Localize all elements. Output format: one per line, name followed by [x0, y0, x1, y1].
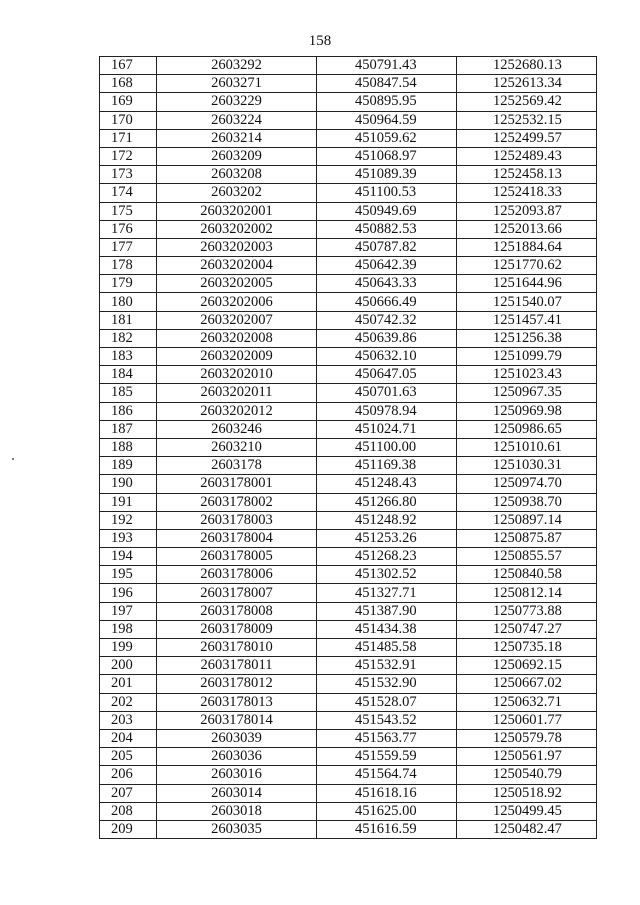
- x-coordinate-cell: 450949.69: [317, 202, 457, 220]
- row-number-cell: 201: [100, 675, 157, 693]
- y-coordinate-cell: 1251023.43: [457, 366, 597, 384]
- point-id-cell: 2603178008: [157, 602, 317, 620]
- point-id-cell: 2603018: [157, 802, 317, 820]
- x-coordinate-cell: 451559.59: [317, 748, 457, 766]
- row-number-cell: 179: [100, 275, 157, 293]
- y-coordinate-cell: 1250986.65: [457, 420, 597, 438]
- point-id-cell: 2603202006: [157, 293, 317, 311]
- y-coordinate-cell: 1251010.61: [457, 438, 597, 456]
- point-id-cell: 2603202011: [157, 384, 317, 402]
- point-id-cell: 2603014: [157, 784, 317, 802]
- point-id-cell: 2603178002: [157, 493, 317, 511]
- table-row: [100, 57, 597, 75]
- y-coordinate-cell: 1251030.31: [457, 457, 597, 475]
- y-coordinate-cell: 1252418.33: [457, 184, 597, 202]
- x-coordinate-cell: 450964.59: [317, 111, 457, 129]
- row-number-cell: 203: [100, 711, 157, 729]
- point-id-cell: 2603016: [157, 766, 317, 784]
- point-id-cell: 2603036: [157, 748, 317, 766]
- table-row: [100, 657, 597, 675]
- table-row: [100, 475, 597, 493]
- point-id-cell: 2603178011: [157, 657, 317, 675]
- x-coordinate-cell: 450787.82: [317, 238, 457, 256]
- row-number-cell: 172: [100, 147, 157, 165]
- y-coordinate-cell: 1251256.38: [457, 329, 597, 347]
- point-id-cell: 2603271: [157, 75, 317, 93]
- row-number-cell: 178: [100, 257, 157, 275]
- row-number-cell: 177: [100, 238, 157, 256]
- x-coordinate-cell: 451248.43: [317, 475, 457, 493]
- y-coordinate-cell: 1252499.57: [457, 129, 597, 147]
- y-coordinate-cell: 1250875.87: [457, 529, 597, 547]
- row-number-cell: 189: [100, 457, 157, 475]
- table-row: [100, 566, 597, 584]
- y-coordinate-cell: 1250692.15: [457, 657, 597, 675]
- table-row: [100, 420, 597, 438]
- table-row: [100, 166, 597, 184]
- y-coordinate-cell: 1250773.88: [457, 602, 597, 620]
- x-coordinate-cell: 451434.38: [317, 620, 457, 638]
- x-coordinate-cell: 450978.94: [317, 402, 457, 420]
- row-number-cell: 205: [100, 748, 157, 766]
- table-row: [100, 438, 597, 456]
- y-coordinate-cell: 1250667.02: [457, 675, 597, 693]
- row-number-cell: 182: [100, 329, 157, 347]
- y-coordinate-cell: 1251644.96: [457, 275, 597, 293]
- y-coordinate-cell: 1250601.77: [457, 711, 597, 729]
- table-row: [100, 584, 597, 602]
- y-coordinate-cell: 1250840.58: [457, 566, 597, 584]
- row-number-cell: 207: [100, 784, 157, 802]
- y-coordinate-cell: 1250855.57: [457, 548, 597, 566]
- row-number-cell: 191: [100, 493, 157, 511]
- x-coordinate-cell: 451387.90: [317, 602, 457, 620]
- y-coordinate-cell: 1252569.42: [457, 93, 597, 111]
- x-coordinate-cell: 451100.00: [317, 438, 457, 456]
- x-coordinate-cell: 451253.26: [317, 529, 457, 547]
- point-id-cell: 2603292: [157, 57, 317, 75]
- row-number-cell: 176: [100, 220, 157, 238]
- row-number-cell: 174: [100, 184, 157, 202]
- y-coordinate-cell: 1251099.79: [457, 348, 597, 366]
- y-coordinate-cell: 1252532.15: [457, 111, 597, 129]
- point-id-cell: 2603202003: [157, 238, 317, 256]
- row-number-cell: 197: [100, 602, 157, 620]
- point-id-cell: 2603039: [157, 729, 317, 747]
- point-id-cell: 2603178010: [157, 639, 317, 657]
- point-id-cell: 2603035: [157, 820, 317, 838]
- point-id-cell: 2603202008: [157, 329, 317, 347]
- y-coordinate-cell: 1250632.71: [457, 693, 597, 711]
- point-id-cell: 2603210: [157, 438, 317, 456]
- table-row: [100, 457, 597, 475]
- y-coordinate-cell: 1250735.18: [457, 639, 597, 657]
- point-id-cell: 2603202007: [157, 311, 317, 329]
- point-id-cell: 2603178009: [157, 620, 317, 638]
- y-coordinate-cell: 1250969.98: [457, 402, 597, 420]
- y-coordinate-cell: 1250499.45: [457, 802, 597, 820]
- x-coordinate-cell: 451528.07: [317, 693, 457, 711]
- point-id-cell: 2603229: [157, 93, 317, 111]
- coordinates-table-body: [100, 57, 597, 839]
- y-coordinate-cell: 1250938.70: [457, 493, 597, 511]
- row-number-cell: 173: [100, 166, 157, 184]
- x-coordinate-cell: 451327.71: [317, 584, 457, 602]
- table-row: [100, 748, 597, 766]
- table-row: [100, 729, 597, 747]
- table-row: [100, 493, 597, 511]
- x-coordinate-cell: 451268.23: [317, 548, 457, 566]
- x-coordinate-cell: 451485.58: [317, 639, 457, 657]
- point-id-cell: 2603224: [157, 111, 317, 129]
- point-id-cell: 2603178006: [157, 566, 317, 584]
- row-number-cell: 187: [100, 420, 157, 438]
- point-id-cell: 2603202004: [157, 257, 317, 275]
- row-number-cell: 192: [100, 511, 157, 529]
- x-coordinate-cell: 451089.39: [317, 166, 457, 184]
- row-number-cell: 198: [100, 620, 157, 638]
- table-row: [100, 293, 597, 311]
- x-coordinate-cell: 451532.90: [317, 675, 457, 693]
- table-row: [100, 238, 597, 256]
- y-coordinate-cell: 1252458.13: [457, 166, 597, 184]
- x-coordinate-cell: 450639.86: [317, 329, 457, 347]
- y-coordinate-cell: 1251770.62: [457, 257, 597, 275]
- y-coordinate-cell: 1250897.14: [457, 511, 597, 529]
- x-coordinate-cell: 451100.53: [317, 184, 457, 202]
- table-row: [100, 111, 597, 129]
- row-number-cell: 209: [100, 820, 157, 838]
- y-coordinate-cell: 1250967.35: [457, 384, 597, 402]
- y-coordinate-cell: 1252613.34: [457, 75, 597, 93]
- x-coordinate-cell: 451564.74: [317, 766, 457, 784]
- point-id-cell: 2603178: [157, 457, 317, 475]
- table-row: [100, 802, 597, 820]
- row-number-cell: 186: [100, 402, 157, 420]
- x-coordinate-cell: 450895.95: [317, 93, 457, 111]
- x-coordinate-cell: 450647.05: [317, 366, 457, 384]
- x-coordinate-cell: 450642.39: [317, 257, 457, 275]
- point-id-cell: 2603214: [157, 129, 317, 147]
- page-number: 158: [308, 33, 332, 49]
- y-coordinate-cell: 1250974.70: [457, 475, 597, 493]
- table-row: [100, 348, 597, 366]
- x-coordinate-cell: 451068.97: [317, 147, 457, 165]
- row-number-cell: 206: [100, 766, 157, 784]
- table-row: [100, 511, 597, 529]
- row-number-cell: 169: [100, 93, 157, 111]
- x-coordinate-cell: 451616.59: [317, 820, 457, 838]
- table-row: [100, 184, 597, 202]
- y-coordinate-cell: 1250747.27: [457, 620, 597, 638]
- y-coordinate-cell: 1250812.14: [457, 584, 597, 602]
- row-number-cell: 167: [100, 57, 157, 75]
- x-coordinate-cell: 450882.53: [317, 220, 457, 238]
- x-coordinate-cell: 451302.52: [317, 566, 457, 584]
- row-number-cell: 195: [100, 566, 157, 584]
- row-number-cell: 180: [100, 293, 157, 311]
- x-coordinate-cell: 450632.10: [317, 348, 457, 366]
- table-row: [100, 129, 597, 147]
- row-number-cell: 185: [100, 384, 157, 402]
- y-coordinate-cell: 1252093.87: [457, 202, 597, 220]
- point-id-cell: 2603202001: [157, 202, 317, 220]
- row-number-cell: 208: [100, 802, 157, 820]
- x-coordinate-cell: 450666.49: [317, 293, 457, 311]
- table-row: [100, 639, 597, 657]
- scan-speck: [12, 458, 14, 460]
- point-id-cell: 2603246: [157, 420, 317, 438]
- row-number-cell: 204: [100, 729, 157, 747]
- point-id-cell: 2603202005: [157, 275, 317, 293]
- x-coordinate-cell: 451532.91: [317, 657, 457, 675]
- y-coordinate-cell: 1251884.64: [457, 238, 597, 256]
- row-number-cell: 199: [100, 639, 157, 657]
- point-id-cell: 2603178005: [157, 548, 317, 566]
- row-number-cell: 170: [100, 111, 157, 129]
- x-coordinate-cell: 451625.00: [317, 802, 457, 820]
- x-coordinate-cell: 451563.77: [317, 729, 457, 747]
- table-row: [100, 311, 597, 329]
- y-coordinate-cell: 1252013.66: [457, 220, 597, 238]
- point-id-cell: 2603202009: [157, 348, 317, 366]
- table-row: [100, 366, 597, 384]
- coordinates-table: [99, 56, 597, 839]
- table-row: [100, 529, 597, 547]
- y-coordinate-cell: 1251540.07: [457, 293, 597, 311]
- point-id-cell: 2603178001: [157, 475, 317, 493]
- row-number-cell: 181: [100, 311, 157, 329]
- table-row: [100, 402, 597, 420]
- table-row: [100, 275, 597, 293]
- x-coordinate-cell: 450701.63: [317, 384, 457, 402]
- point-id-cell: 2603178012: [157, 675, 317, 693]
- point-id-cell: 2603178007: [157, 584, 317, 602]
- table-row: [100, 93, 597, 111]
- row-number-cell: 188: [100, 438, 157, 456]
- table-row: [100, 75, 597, 93]
- y-coordinate-cell: 1252489.43: [457, 147, 597, 165]
- point-id-cell: 2603202002: [157, 220, 317, 238]
- table-row: [100, 384, 597, 402]
- row-number-cell: 175: [100, 202, 157, 220]
- row-number-cell: 202: [100, 693, 157, 711]
- row-number-cell: 196: [100, 584, 157, 602]
- point-id-cell: 2603178003: [157, 511, 317, 529]
- point-id-cell: 2603202010: [157, 366, 317, 384]
- y-coordinate-cell: 1252680.13: [457, 57, 597, 75]
- x-coordinate-cell: 451266.80: [317, 493, 457, 511]
- table-row: [100, 766, 597, 784]
- table-row: [100, 711, 597, 729]
- point-id-cell: 2603178014: [157, 711, 317, 729]
- row-number-cell: 200: [100, 657, 157, 675]
- row-number-cell: 184: [100, 366, 157, 384]
- y-coordinate-cell: 1250482.47: [457, 820, 597, 838]
- row-number-cell: 171: [100, 129, 157, 147]
- table-row: [100, 620, 597, 638]
- x-coordinate-cell: 451543.52: [317, 711, 457, 729]
- y-coordinate-cell: 1250518.92: [457, 784, 597, 802]
- table-row: [100, 202, 597, 220]
- y-coordinate-cell: 1250579.78: [457, 729, 597, 747]
- row-number-cell: 190: [100, 475, 157, 493]
- x-coordinate-cell: 451059.62: [317, 129, 457, 147]
- row-number-cell: 168: [100, 75, 157, 93]
- y-coordinate-cell: 1250540.79: [457, 766, 597, 784]
- x-coordinate-cell: 450742.32: [317, 311, 457, 329]
- row-number-cell: 194: [100, 548, 157, 566]
- row-number-cell: 183: [100, 348, 157, 366]
- point-id-cell: 2603178013: [157, 693, 317, 711]
- x-coordinate-cell: 451024.71: [317, 420, 457, 438]
- point-id-cell: 2603209: [157, 147, 317, 165]
- table-row: [100, 784, 597, 802]
- x-coordinate-cell: 450791.43: [317, 57, 457, 75]
- table-row: [100, 257, 597, 275]
- table-row: [100, 548, 597, 566]
- point-id-cell: 2603208: [157, 166, 317, 184]
- table-row: [100, 820, 597, 838]
- point-id-cell: 2603202: [157, 184, 317, 202]
- x-coordinate-cell: 451618.16: [317, 784, 457, 802]
- table-row: [100, 602, 597, 620]
- point-id-cell: 2603178004: [157, 529, 317, 547]
- y-coordinate-cell: 1251457.41: [457, 311, 597, 329]
- table-row: [100, 329, 597, 347]
- x-coordinate-cell: 450643.33: [317, 275, 457, 293]
- table-row: [100, 220, 597, 238]
- x-coordinate-cell: 451169.38: [317, 457, 457, 475]
- point-id-cell: 2603202012: [157, 402, 317, 420]
- y-coordinate-cell: 1250561.97: [457, 748, 597, 766]
- x-coordinate-cell: 451248.92: [317, 511, 457, 529]
- table-row: [100, 693, 597, 711]
- table-row: [100, 675, 597, 693]
- x-coordinate-cell: 450847.54: [317, 75, 457, 93]
- table-row: [100, 147, 597, 165]
- row-number-cell: 193: [100, 529, 157, 547]
